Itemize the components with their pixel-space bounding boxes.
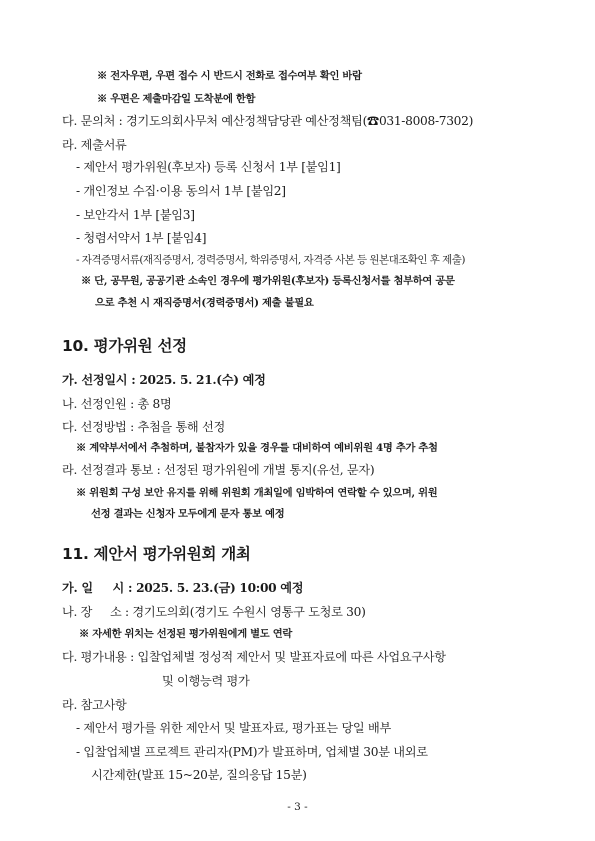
note-reserve: ※ 계약부서에서 추첨하며, 불참자가 있을 경우를 대비하여 예비위원 4명 추가 추첨 bbox=[76, 442, 438, 454]
doc-item: - 자격증명서류(재직증명서, 경력증명서, 학위증명서, 자격증 사본 등 원본대조확인 후 제출) bbox=[76, 254, 465, 266]
selection-method: 다. 선정방법 : 추첨을 통해 선정 bbox=[62, 420, 225, 434]
selection-date: 가. 선정일시 : 2025. 5. 21.(수) 예정 bbox=[62, 373, 266, 387]
doc-item: - 개인정보 수집·이용 동의서 1부 [붙임2] bbox=[76, 184, 286, 198]
meeting-place: 나. 장 소 : 경기도의회(경기도 수원시 영통구 도청로 30) bbox=[62, 605, 366, 619]
selection-notice: 라. 선정결과 통보 : 선정된 평가위원에 개별 통지(유선, 문자) bbox=[62, 463, 375, 477]
selection-count: 나. 선정인원 : 총 8명 bbox=[62, 397, 172, 411]
page-number: - 3 - bbox=[287, 801, 308, 813]
note-place: ※ 자세한 위치는 선정된 평가위원에게 별도 연락 bbox=[79, 628, 292, 640]
eval-content-line2: 및 이행능력 평가 bbox=[162, 674, 250, 688]
note-official-line2: 으로 추천 시 재직증명서(경력증명서) 제출 불필요 bbox=[95, 297, 314, 309]
note-post-deadline: ※ 우편은 제출마감일 도착분에 한함 bbox=[97, 93, 256, 105]
section-11-title: 11. 제안서 평가위원회 개최 bbox=[62, 545, 251, 563]
note-official-line1: ※ 단, 공무원, 공공기관 소속인 경우에 평가위원(후보자) 등록신청서를 첨부하여 공문 bbox=[81, 275, 455, 287]
note-security-line2: 선정 결과는 신청자 모두에게 문자 통보 예정 bbox=[91, 508, 285, 520]
ref-item-continued: 시간제한(발표 15~20분, 질의응답 15분) bbox=[91, 768, 307, 782]
note-security-line1: ※ 위원회 구성 보안 유지를 위해 위원회 개최일에 임박하여 연락할 수 있으며, 위원 bbox=[76, 487, 438, 499]
meeting-date: 가. 일 시 : 2025. 5. 23.(금) 10:00 예정 bbox=[62, 581, 304, 595]
doc-item: - 제안서 평가위원(후보자) 등록 신청서 1부 [붙임1] bbox=[76, 160, 341, 174]
doc-item: - 청렴서약서 1부 [붙임4] bbox=[76, 231, 207, 245]
note-email-post: ※ 전자우편, 우편 접수 시 반드시 전화로 접수여부 확인 바람 bbox=[97, 70, 362, 82]
ref-item: - 제안서 평가를 위한 제안서 및 발표자료, 평가표는 당일 배부 bbox=[76, 721, 391, 735]
ref-heading: 라. 참고사항 bbox=[62, 698, 127, 712]
inquiry-line: 다. 문의처 : 경기도의회사무처 예산정책담당관 예산정책팀(☎031-8008-7302) bbox=[62, 114, 474, 128]
docs-heading: 라. 제출서류 bbox=[62, 138, 127, 152]
ref-item: - 입찰업체별 프로젝트 관리자(PM)가 발표하며, 업체별 30분 내외로 bbox=[76, 745, 428, 759]
section-10-title: 10. 평가위원 선정 bbox=[62, 337, 187, 355]
eval-content-line1: 다. 평가내용 : 입찰업체별 정성적 제안서 및 발표자료에 따른 사업요구사항 bbox=[62, 650, 446, 664]
doc-item: - 보안각서 1부 [붙임3] bbox=[76, 208, 195, 222]
